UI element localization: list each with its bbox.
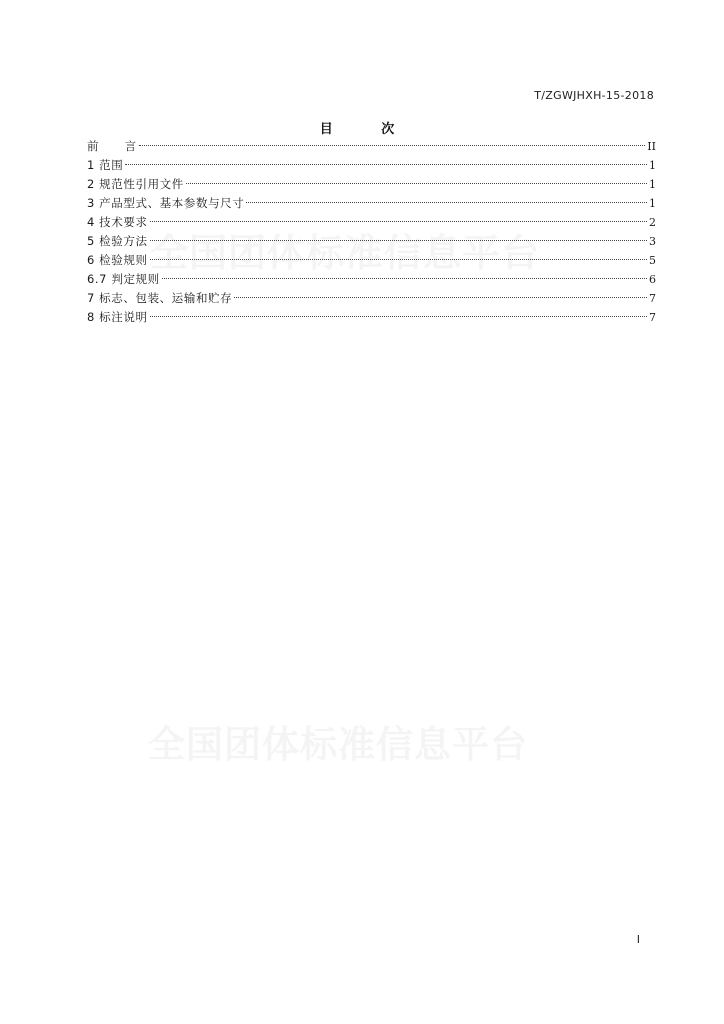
toc-dot-leader — [125, 164, 647, 165]
toc-entry-label: 8 标注说明 — [87, 310, 148, 324]
toc-dot-leader — [150, 259, 647, 260]
toc-entry-page: 6 — [649, 273, 656, 286]
toc-entry-inspection-rules[interactable] — [87, 251, 656, 270]
toc-dot-leader — [234, 297, 647, 298]
toc-entry-label: 6 检验规则 — [87, 253, 148, 267]
toc-entry-page: 1 — [649, 159, 656, 172]
toc-entry-page: 5 — [649, 254, 656, 267]
page-number: I — [636, 933, 640, 946]
watermark-top: 全国团体标准信息平台 — [150, 231, 541, 275]
toc-entry-page: 2 — [649, 216, 656, 229]
toc-entry-test-methods[interactable] — [87, 232, 656, 251]
toc-entry-page: 3 — [649, 235, 656, 248]
document-code: T/ZGWJHXH-15-2018 — [534, 89, 654, 102]
toc-entry-label: 前 言 — [87, 139, 137, 153]
toc-entry-page: 1 — [649, 178, 656, 191]
toc-entry-label: 4 技术要求 — [87, 215, 148, 229]
toc-entry-normative-references[interactable] — [87, 175, 656, 194]
toc-entry-scope[interactable] — [87, 156, 656, 175]
toc-dot-leader — [246, 202, 647, 203]
toc-entry-page: 7 — [649, 292, 656, 305]
watermark-bottom: 全国团体标准信息平台 — [148, 723, 528, 766]
toc-title: 目 次 — [319, 122, 417, 137]
toc-entry-label: 2 规范性引用文件 — [87, 177, 184, 191]
toc-entry-label: 6.7 判定规则 — [87, 272, 160, 286]
toc-dot-leader — [150, 316, 647, 317]
toc-entry-labeling-notes[interactable] — [87, 308, 656, 327]
toc-entry-product-types[interactable] — [87, 194, 656, 213]
toc-dot-leader — [162, 278, 647, 279]
toc-entry-label: 3 产品型式、基本参数与尺寸 — [87, 196, 245, 210]
toc-entry-foreword[interactable] — [87, 137, 656, 156]
toc-dot-leader — [186, 183, 647, 184]
toc-dot-leader — [150, 221, 647, 222]
toc-entry-label: 5 检验方法 — [87, 234, 148, 248]
toc-entry-judgment-rules[interactable] — [87, 270, 656, 289]
toc-entry-page: 1 — [649, 197, 656, 210]
toc-entry-page: II — [647, 140, 656, 153]
toc-entry-page: 7 — [649, 311, 656, 324]
toc-dot-leader — [150, 240, 647, 241]
toc-entry-technical-requirements[interactable] — [87, 213, 656, 232]
toc-entry-label: 1 范围 — [87, 158, 124, 172]
toc-dot-leader — [139, 145, 646, 146]
toc-entry-marking-packaging[interactable] — [87, 289, 656, 308]
toc-list — [87, 137, 656, 327]
toc-entry-label: 7 标志、包装、运输和贮存 — [87, 291, 233, 305]
